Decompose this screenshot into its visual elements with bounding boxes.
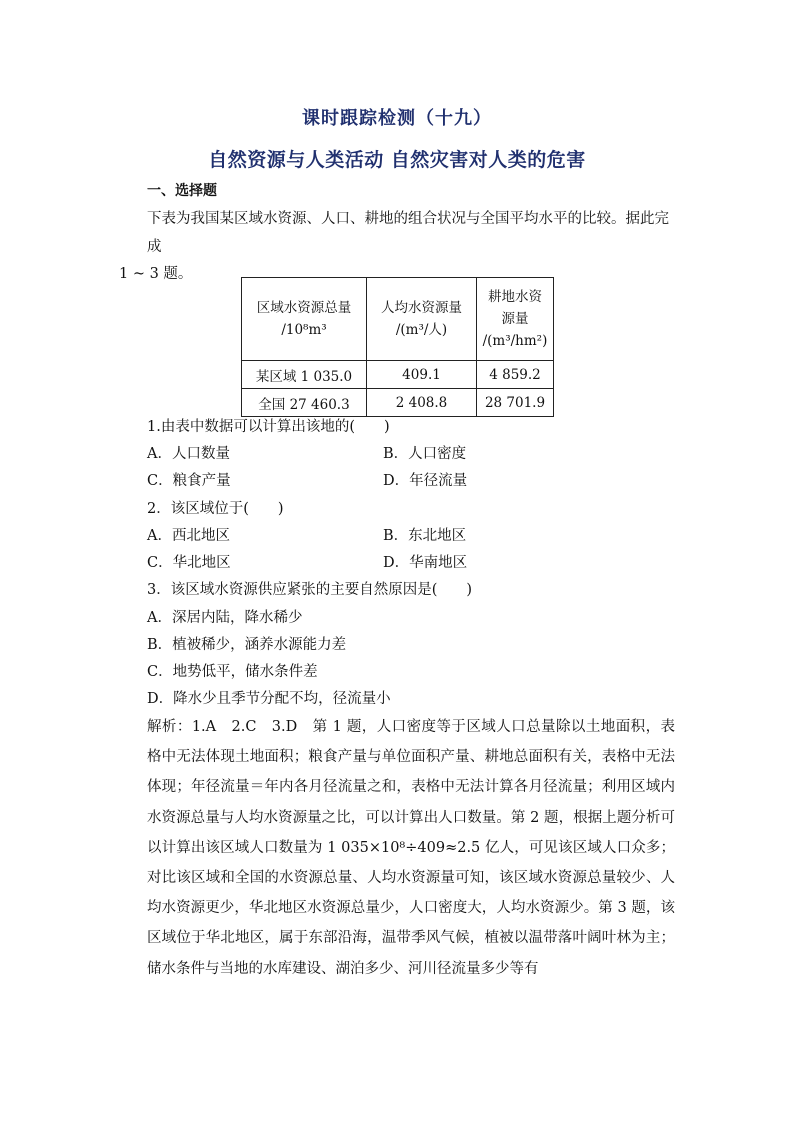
table-header-cell: 耕地水资 源量 /(m³/hm²) xyxy=(477,278,554,361)
table-cell: 28 701.9 xyxy=(477,389,554,417)
data-table xyxy=(241,277,554,417)
option-3b: B．植被稀少，涵养水源能力差 xyxy=(147,637,347,653)
option-1a: A．人口数量 xyxy=(147,446,230,462)
question-1: 1.由表中数据可以计算出该地的( ) xyxy=(147,419,390,435)
option-2b: B．东北地区 xyxy=(383,528,467,544)
answer-text: 1.A 2.C 3.D 第 1 题，人口密度等于区域人口总量除以土地面积，表格中无法体现土地面积；粮食产量与单位面积产量、耕地总面积有关，表格中无法体现；年径流量＝年内各月径流量之和，表格中无法计算各月径流量；利用区域内水资源总量与人均水资源量之比，可以计算出人口数量。第 2 题，根据上题分析可以计算出该区域人口数量为 1 035×10⁸÷409≈2.5 亿人，可见该区域人口众多；对比该区域和全国的水资源总量、人均水资源量可知，该区域水资源总量较少、人均水资源更少，华北地区水资源总量少，人口密度大，人均水资源少。第 3 题，该区域位于华北地区，属于东部沿海，温带季风气候，植被以温带落叶阔叶林为主；储水条件与当地的水库建设、湖泊多少、河川径流量多少等有 xyxy=(147,719,676,977)
table-cell: 409.1 xyxy=(367,361,477,389)
section-heading: 一、选择题 xyxy=(147,183,217,199)
table-row xyxy=(242,361,554,389)
answer-explanation xyxy=(147,712,675,984)
table-cell: 全国 27 460.3 xyxy=(242,389,367,417)
intro-line-2: 1 ~ 3 题。 xyxy=(119,266,193,282)
option-2d: D．华南地区 xyxy=(383,555,468,571)
table-header-row xyxy=(242,278,554,361)
option-2c: C．华北地区 xyxy=(147,555,231,571)
option-1d: D．年径流量 xyxy=(383,473,468,489)
table-header-cell: 区域水资源总量 /10⁸m³ xyxy=(242,278,367,361)
option-1c: C．粮食产量 xyxy=(147,473,231,489)
option-3d: D．降水少且季节分配不均，径流量小 xyxy=(147,691,391,707)
page-title: 课时跟踪检测（十九） xyxy=(302,108,492,129)
table-cell: 4 859.2 xyxy=(477,361,554,389)
question-2: 2．该区域位于( ) xyxy=(147,501,284,517)
page-subtitle: 自然资源与人类活动 自然灾害对人类的危害 xyxy=(208,149,586,171)
table-cell: 2 408.8 xyxy=(367,389,477,417)
option-3c: C．地势低平，储水条件差 xyxy=(147,664,318,680)
answer-label: 解析： xyxy=(147,719,192,735)
table-cell: 某区域 1 035.0 xyxy=(242,361,367,389)
intro-line-1: 下表为我国某区域水资源、人口、耕地的组合状况与全国平均水平的比较。据此完成 xyxy=(147,211,669,255)
table-header-cell: 人均水资源量 /(m³/人) xyxy=(367,278,477,361)
option-1b: B．人口密度 xyxy=(383,446,467,462)
table-row xyxy=(242,389,554,417)
option-3a: A．深居内陆，降水稀少 xyxy=(147,610,303,626)
option-2a: A．西北地区 xyxy=(147,528,230,544)
question-3: 3．该区域水资源供应紧张的主要自然原因是( ) xyxy=(147,582,473,598)
